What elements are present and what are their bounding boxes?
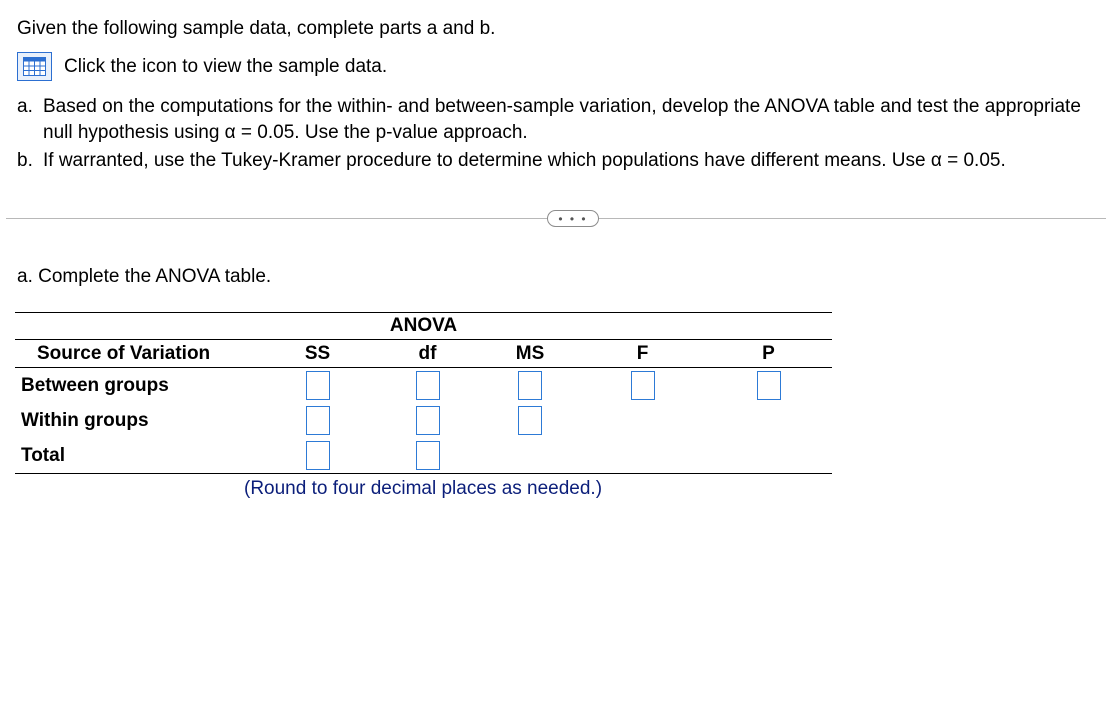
sample-data-link-text: Click the icon to view the sample data. — [64, 55, 388, 77]
row-total — [15, 438, 832, 474]
row-label-within: Within groups — [21, 409, 149, 431]
col-header-ss: SS — [260, 340, 375, 368]
between-ss-input[interactable] — [306, 371, 330, 400]
rounding-note: (Round to four decimal places as needed.) — [244, 478, 603, 499]
question-parts — [17, 94, 1102, 174]
total-ss-input[interactable] — [306, 441, 330, 470]
col-header-ms: MS — [480, 340, 580, 368]
row-within-groups — [15, 403, 832, 438]
part-b — [17, 148, 1102, 174]
instructions-intro: Given the following sample data, complete parts a and b. — [17, 18, 496, 39]
col-header-p: P — [705, 340, 832, 368]
row-between-groups — [15, 368, 832, 404]
anova-table — [15, 312, 832, 474]
between-ms-input[interactable] — [518, 371, 542, 400]
table-grid-icon[interactable] — [17, 52, 52, 81]
part-b-text: If warranted, use the Tukey-Kramer procedure to determine which populations have different means. Use α = 0.05. — [43, 150, 1006, 171]
anova-title: ANOVA — [15, 313, 832, 340]
sample-data-link — [17, 52, 387, 81]
between-p-input[interactable] — [757, 371, 781, 400]
part-b-label: b. — [17, 150, 33, 171]
within-ss-input[interactable] — [306, 406, 330, 435]
expand-more-button[interactable]: • • • — [547, 210, 599, 227]
col-header-source: Source of Variation — [15, 340, 260, 368]
row-label-total: Total — [15, 438, 260, 474]
part-a-text: Based on the computations for the within- and between-sample variation, develop the ANOVA table and test the appropriate null hypothesis using α = 0.05. Use the p-value approach. — [43, 96, 1081, 143]
section-a-prompt: a. Complete the ANOVA table. — [17, 266, 272, 287]
total-df-input[interactable] — [416, 441, 440, 470]
within-df-input[interactable] — [416, 406, 440, 435]
between-f-input[interactable] — [631, 371, 655, 400]
col-header-df: df — [375, 340, 480, 368]
row-label-between: Between groups — [21, 374, 169, 396]
part-a-label: a. — [17, 96, 33, 117]
table-grid-glyph — [23, 57, 46, 76]
within-ms-input[interactable] — [518, 406, 542, 435]
col-header-f: F — [580, 340, 705, 368]
between-df-input[interactable] — [416, 371, 440, 400]
part-a — [17, 94, 1102, 146]
